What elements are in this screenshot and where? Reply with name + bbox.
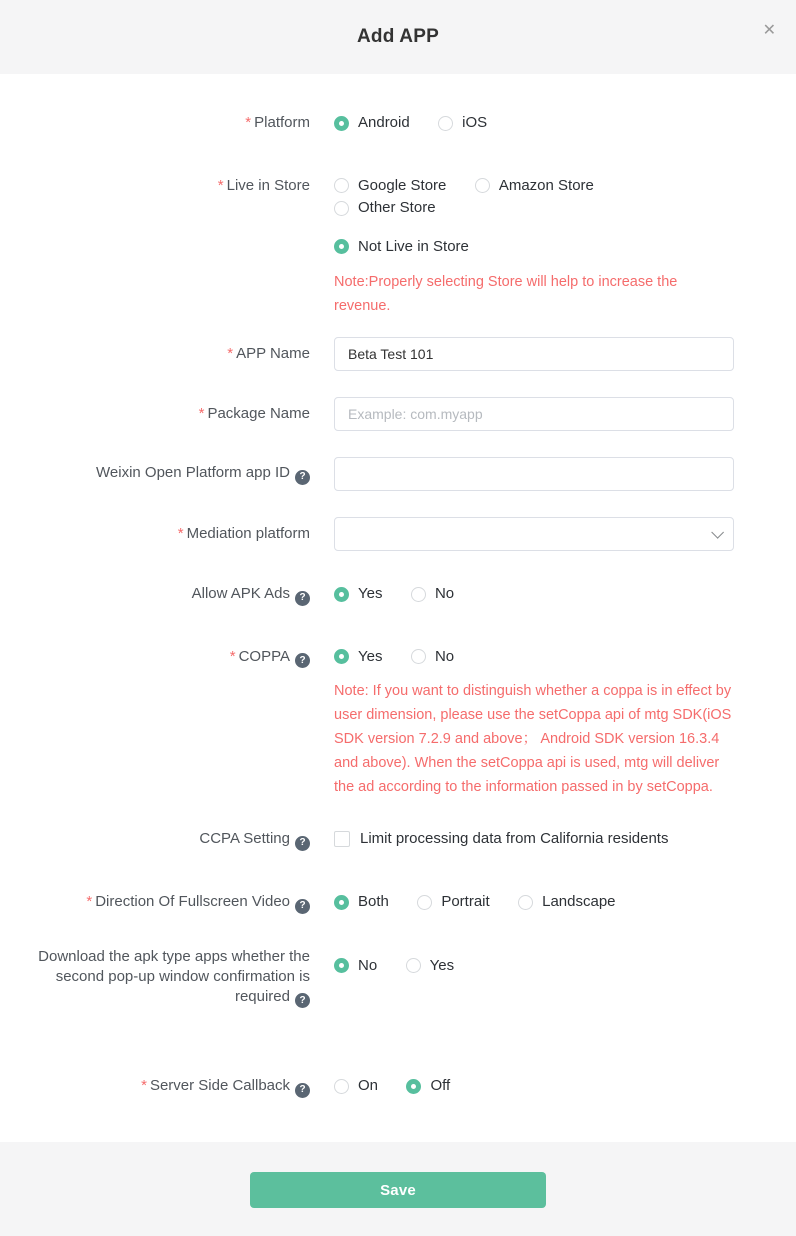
help-icon[interactable]: ? [295, 836, 310, 851]
radio-selected-icon [334, 895, 349, 910]
radio-label: Amazon Store [498, 176, 594, 194]
radio-ios[interactable] [438, 113, 487, 133]
form-row-mediation-platform [0, 517, 796, 551]
app-name-input[interactable] [334, 337, 734, 371]
chevron-down-icon [711, 526, 724, 539]
server-side-callback-label: * Server Side Callback ? [0, 1076, 310, 1098]
live-in-store-label: * Live in Store [217, 176, 310, 194]
radio-direction-both[interactable] [334, 892, 389, 912]
radio-label: Google Store [358, 176, 447, 194]
help-icon[interactable]: ? [295, 993, 310, 1008]
form-row-platform [0, 113, 796, 136]
dialog-footer [0, 1142, 796, 1236]
radio-direction-portrait[interactable] [417, 892, 489, 912]
required-asterisk: * [227, 345, 234, 362]
radio-selected-icon [334, 116, 349, 131]
radio-label: Yes [358, 647, 383, 665]
radio-label: Landscape [542, 893, 616, 910]
radio-apk-ads-no[interactable] [411, 584, 454, 604]
radio-unselected-icon [334, 201, 349, 216]
radio-label: No [434, 585, 455, 602]
store-options-row2 [334, 237, 734, 260]
radio-label: No [434, 647, 455, 665]
mediation-platform-label: * Mediation platform [177, 525, 310, 542]
radio-callback-on[interactable] [334, 1076, 378, 1096]
form-row-server-side-callback [0, 1076, 796, 1099]
dialog-title: Add APP [357, 26, 439, 47]
radio-label: Portrait [441, 893, 490, 910]
help-icon[interactable]: ? [295, 653, 310, 668]
required-asterisk: * [177, 525, 184, 542]
help-icon[interactable]: ? [295, 1083, 310, 1098]
required-asterisk: * [245, 114, 252, 131]
weixin-app-id-input[interactable] [334, 457, 734, 491]
radio-not-live-in-store[interactable] [334, 237, 469, 257]
radio-label: On [358, 1077, 379, 1094]
radio-google-store[interactable] [334, 176, 446, 196]
radio-unselected-icon [417, 895, 432, 910]
ccpa-setting-label: CCPA Setting ? [0, 829, 310, 851]
dialog-header [0, 0, 796, 74]
radio-download-no[interactable] [334, 956, 377, 976]
close-icon[interactable]: ✕ [762, 22, 776, 39]
radio-unselected-icon [438, 116, 453, 131]
help-icon[interactable]: ? [295, 899, 310, 914]
help-icon[interactable]: ? [295, 470, 310, 485]
radio-selected-icon [406, 1079, 421, 1094]
mediation-platform-select[interactable] [334, 517, 734, 551]
save-button[interactable]: Save [250, 1172, 546, 1208]
radio-unselected-icon [475, 178, 490, 193]
radio-unselected-icon [334, 1079, 349, 1094]
ccpa-checkbox[interactable] [334, 829, 668, 849]
store-note: Note:Properly selecting Store will help to increase the revenue. [334, 274, 678, 314]
radio-coppa-yes[interactable] [334, 647, 382, 667]
radio-unselected-icon [411, 649, 426, 664]
form-row-package-name [0, 397, 796, 431]
required-asterisk: * [217, 176, 224, 194]
required-asterisk: * [198, 405, 205, 422]
radio-unselected-icon [411, 587, 426, 602]
coppa-label: * COPPA ? [0, 647, 310, 669]
checkbox-label: Limit processing data from California residents [360, 830, 669, 847]
help-icon[interactable]: ? [295, 591, 310, 606]
platform-options [334, 113, 734, 136]
direction-label: * Direction Of Fullscreen Video ? [0, 892, 310, 914]
required-asterisk: * [86, 893, 93, 910]
radio-unselected-icon [518, 895, 533, 910]
radio-apk-ads-yes[interactable] [334, 584, 382, 604]
form-row-weixin-app-id [0, 457, 796, 491]
required-asterisk: * [141, 1077, 147, 1094]
checkbox-unchecked-icon [334, 831, 350, 847]
radio-selected-icon [334, 239, 349, 254]
form-row-ccpa-setting [0, 829, 796, 852]
package-name-label: * Package Name [198, 405, 310, 422]
radio-label: No [358, 956, 378, 974]
radio-label: Not Live in Store [358, 237, 469, 255]
radio-android[interactable] [334, 113, 410, 133]
radio-selected-icon [334, 587, 349, 602]
weixin-app-id-label: Weixin Open Platform app ID ? [0, 463, 310, 485]
radio-direction-landscape[interactable] [518, 892, 615, 912]
form-row-download-apk-confirmation [0, 947, 796, 1009]
radio-download-yes[interactable] [406, 956, 454, 976]
coppa-note: Note: If you want to distinguish whether a coppa is in effect by user dimension, please use the setCoppa api of mtg SDK(iOS SDK version 7.2.9 and above； Android SDK version 16.3.4 and above). When the setCoppa api is used, mtg will deliver the ad according to the information passed in by setCoppa. [334, 683, 732, 795]
form-row-coppa [0, 647, 796, 800]
download-apk-label: Download the apk type apps whether the second pop-up window confirmation is required ? [0, 947, 310, 1009]
radio-other-store[interactable] [334, 198, 436, 218]
radio-label: Both [358, 893, 389, 910]
radio-unselected-icon [334, 178, 349, 193]
radio-coppa-no[interactable] [411, 647, 454, 667]
radio-label: iOS [462, 114, 488, 131]
radio-selected-icon [334, 649, 349, 664]
coppa-options [334, 647, 734, 670]
allow-apk-ads-label: Allow APK Ads ? [0, 584, 310, 606]
form-row-allow-apk-ads [0, 584, 796, 607]
app-name-label: * APP Name [227, 345, 310, 362]
radio-label: Off [430, 1077, 451, 1094]
platform-label: * Platform [245, 114, 310, 131]
radio-label: Yes [429, 956, 455, 974]
store-options-row1 [334, 176, 734, 221]
package-name-input[interactable] [334, 397, 734, 431]
required-asterisk: * [229, 647, 236, 665]
radio-label: Android [358, 114, 410, 131]
radio-callback-off[interactable] [406, 1076, 450, 1096]
radio-label: Yes [358, 585, 383, 602]
form-row-live-in-store [0, 176, 796, 319]
radio-unselected-icon [406, 958, 421, 973]
radio-label: Other Store [358, 199, 436, 216]
form-row-direction-fullscreen-video [0, 892, 796, 915]
radio-amazon-store[interactable] [475, 176, 594, 196]
dialog-body [0, 74, 796, 1142]
form-row-app-name [0, 337, 796, 371]
radio-selected-icon [334, 958, 349, 973]
live-in-store-options [334, 176, 734, 319]
